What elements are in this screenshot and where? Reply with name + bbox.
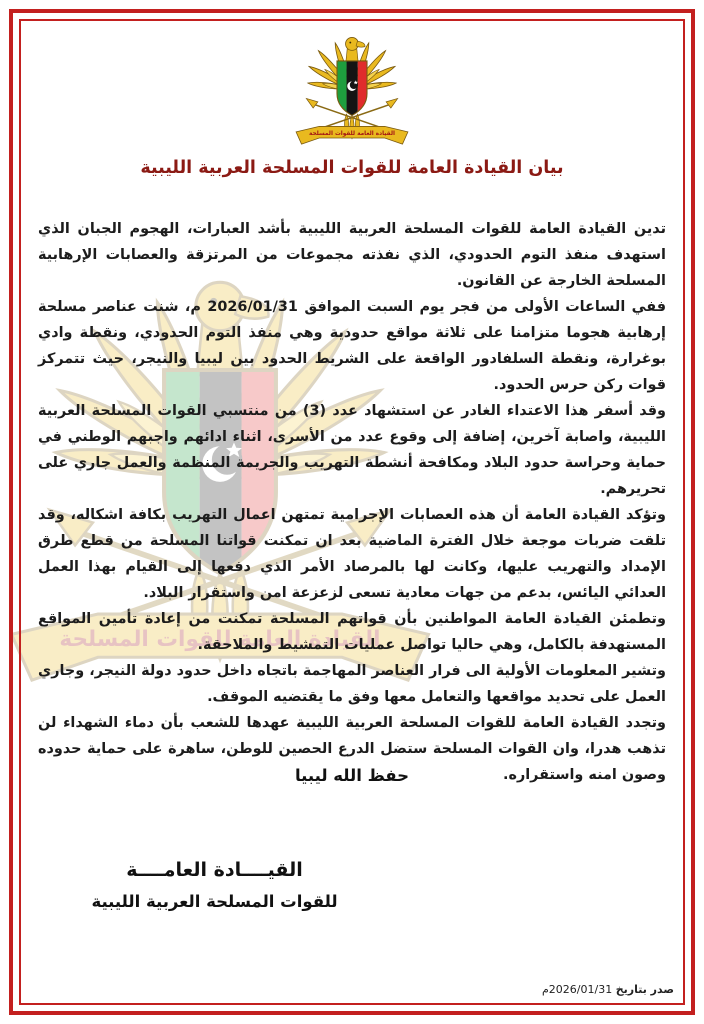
signature-line-1: القيــــادة العامــــة <box>126 859 303 881</box>
statement-title: بيان القيادة العامة للقوات المسلحة العربية الليبية <box>140 158 564 178</box>
statement-body <box>38 216 666 788</box>
issue-date <box>542 983 674 996</box>
signature-block <box>42 854 387 918</box>
statement-paragraph: وتشير المعلومات الأولية الى فرار العناصر المهاجمة باتجاه داخل حدود دولة النيجر، وجاري العمل على تحديد مواقعها والتعامل معها وفق ما يقتضيه الموقف. <box>38 663 666 705</box>
statement-paragraph: وتؤكد القيادة العامة أن هذه العصابات الإجرامية تمتهن اعمال التهريب بكافة اشكاله، وقد تلقت ضربات موجعة خلال الفترة الماضية بعد ان تمكنت قواتنا المسلحة من قطع طرق الإمداد والتهريب عليها، وكانت لها بالمرصاد الأمر الذي دفعها إلى القيام بهذا العمل العدائي اليائس، بدعم من جهات معادية تسعى لزعزعة امن واستقرار البلاد. <box>38 507 666 601</box>
statement-paragraph: تدين القيادة العامة للقوات المسلحة العربية الليبية بأشد العبارات، الهجوم الجبان الذي استهدف منفذ التوم الحدودي، الذي نفذته مجموعات من المرتزقة والعصابات الإرهابية المسلحة الخارجة عن القانون. <box>38 221 666 289</box>
statement-paragraph: وقد أسفر هذا الاعتداء الغادر عن استشهاد عدد (3) من منتسبي القوات المسلحة العربية الليبية، واصابة آخرين، إضافة إلى وقوع عدد من الأسرى، اثناء ادائهم واجبهم الوطني في حماية وحراسة حدود البلاد ومكافحة أنشطة التهريب والجريمة المنظمة والعمل جاري على تحريرهم. <box>38 403 666 497</box>
signature-line-2: للقوات المسلحة العربية الليبية <box>91 892 338 911</box>
issue-date-label: صدر بتاريخ <box>615 983 674 996</box>
statement-paragraph: وتطمئن القيادة العامة المواطنين بأن قواتهم المسلحة تمكنت من إعادة تأمين المواقع المستهدفة بالكامل، وهي حاليا تواصل عمليات التمشيط والملاحقة. <box>38 611 666 653</box>
armed-forces-emblem-icon <box>277 28 427 158</box>
statement-paragraph: ففي الساعات الأولى من فجر يوم السبت الموافق 2026/01/31 م، شنت عناصر مسلحة إرهابية هجوما متزامنا على ثلاثة مواقع حدودية وهي منفذ التوم الحدودي، ونقطة وادي بوغرارة، ونقطة السلفادور الواقعة على الشريط الحدود بين ليبيا والنيجر، حيث تتمركز قوات ركن حرس الحدود. <box>38 299 666 393</box>
closing-blessing: حفظ الله ليبيا <box>294 766 410 785</box>
statement-paragraph: وتجدد القيادة العامة للقوات المسلحة العربية الليبية عهدها للشعب بأن دماء الشهداء لن تذهب هدرا، وان القوات المسلحة ستضل الدرع الحصين للوطن، ساهرة على حماية حدوده وصون امنه واستقراره. <box>38 715 666 783</box>
issue-date-value: 2026/01/31م <box>541 983 613 996</box>
